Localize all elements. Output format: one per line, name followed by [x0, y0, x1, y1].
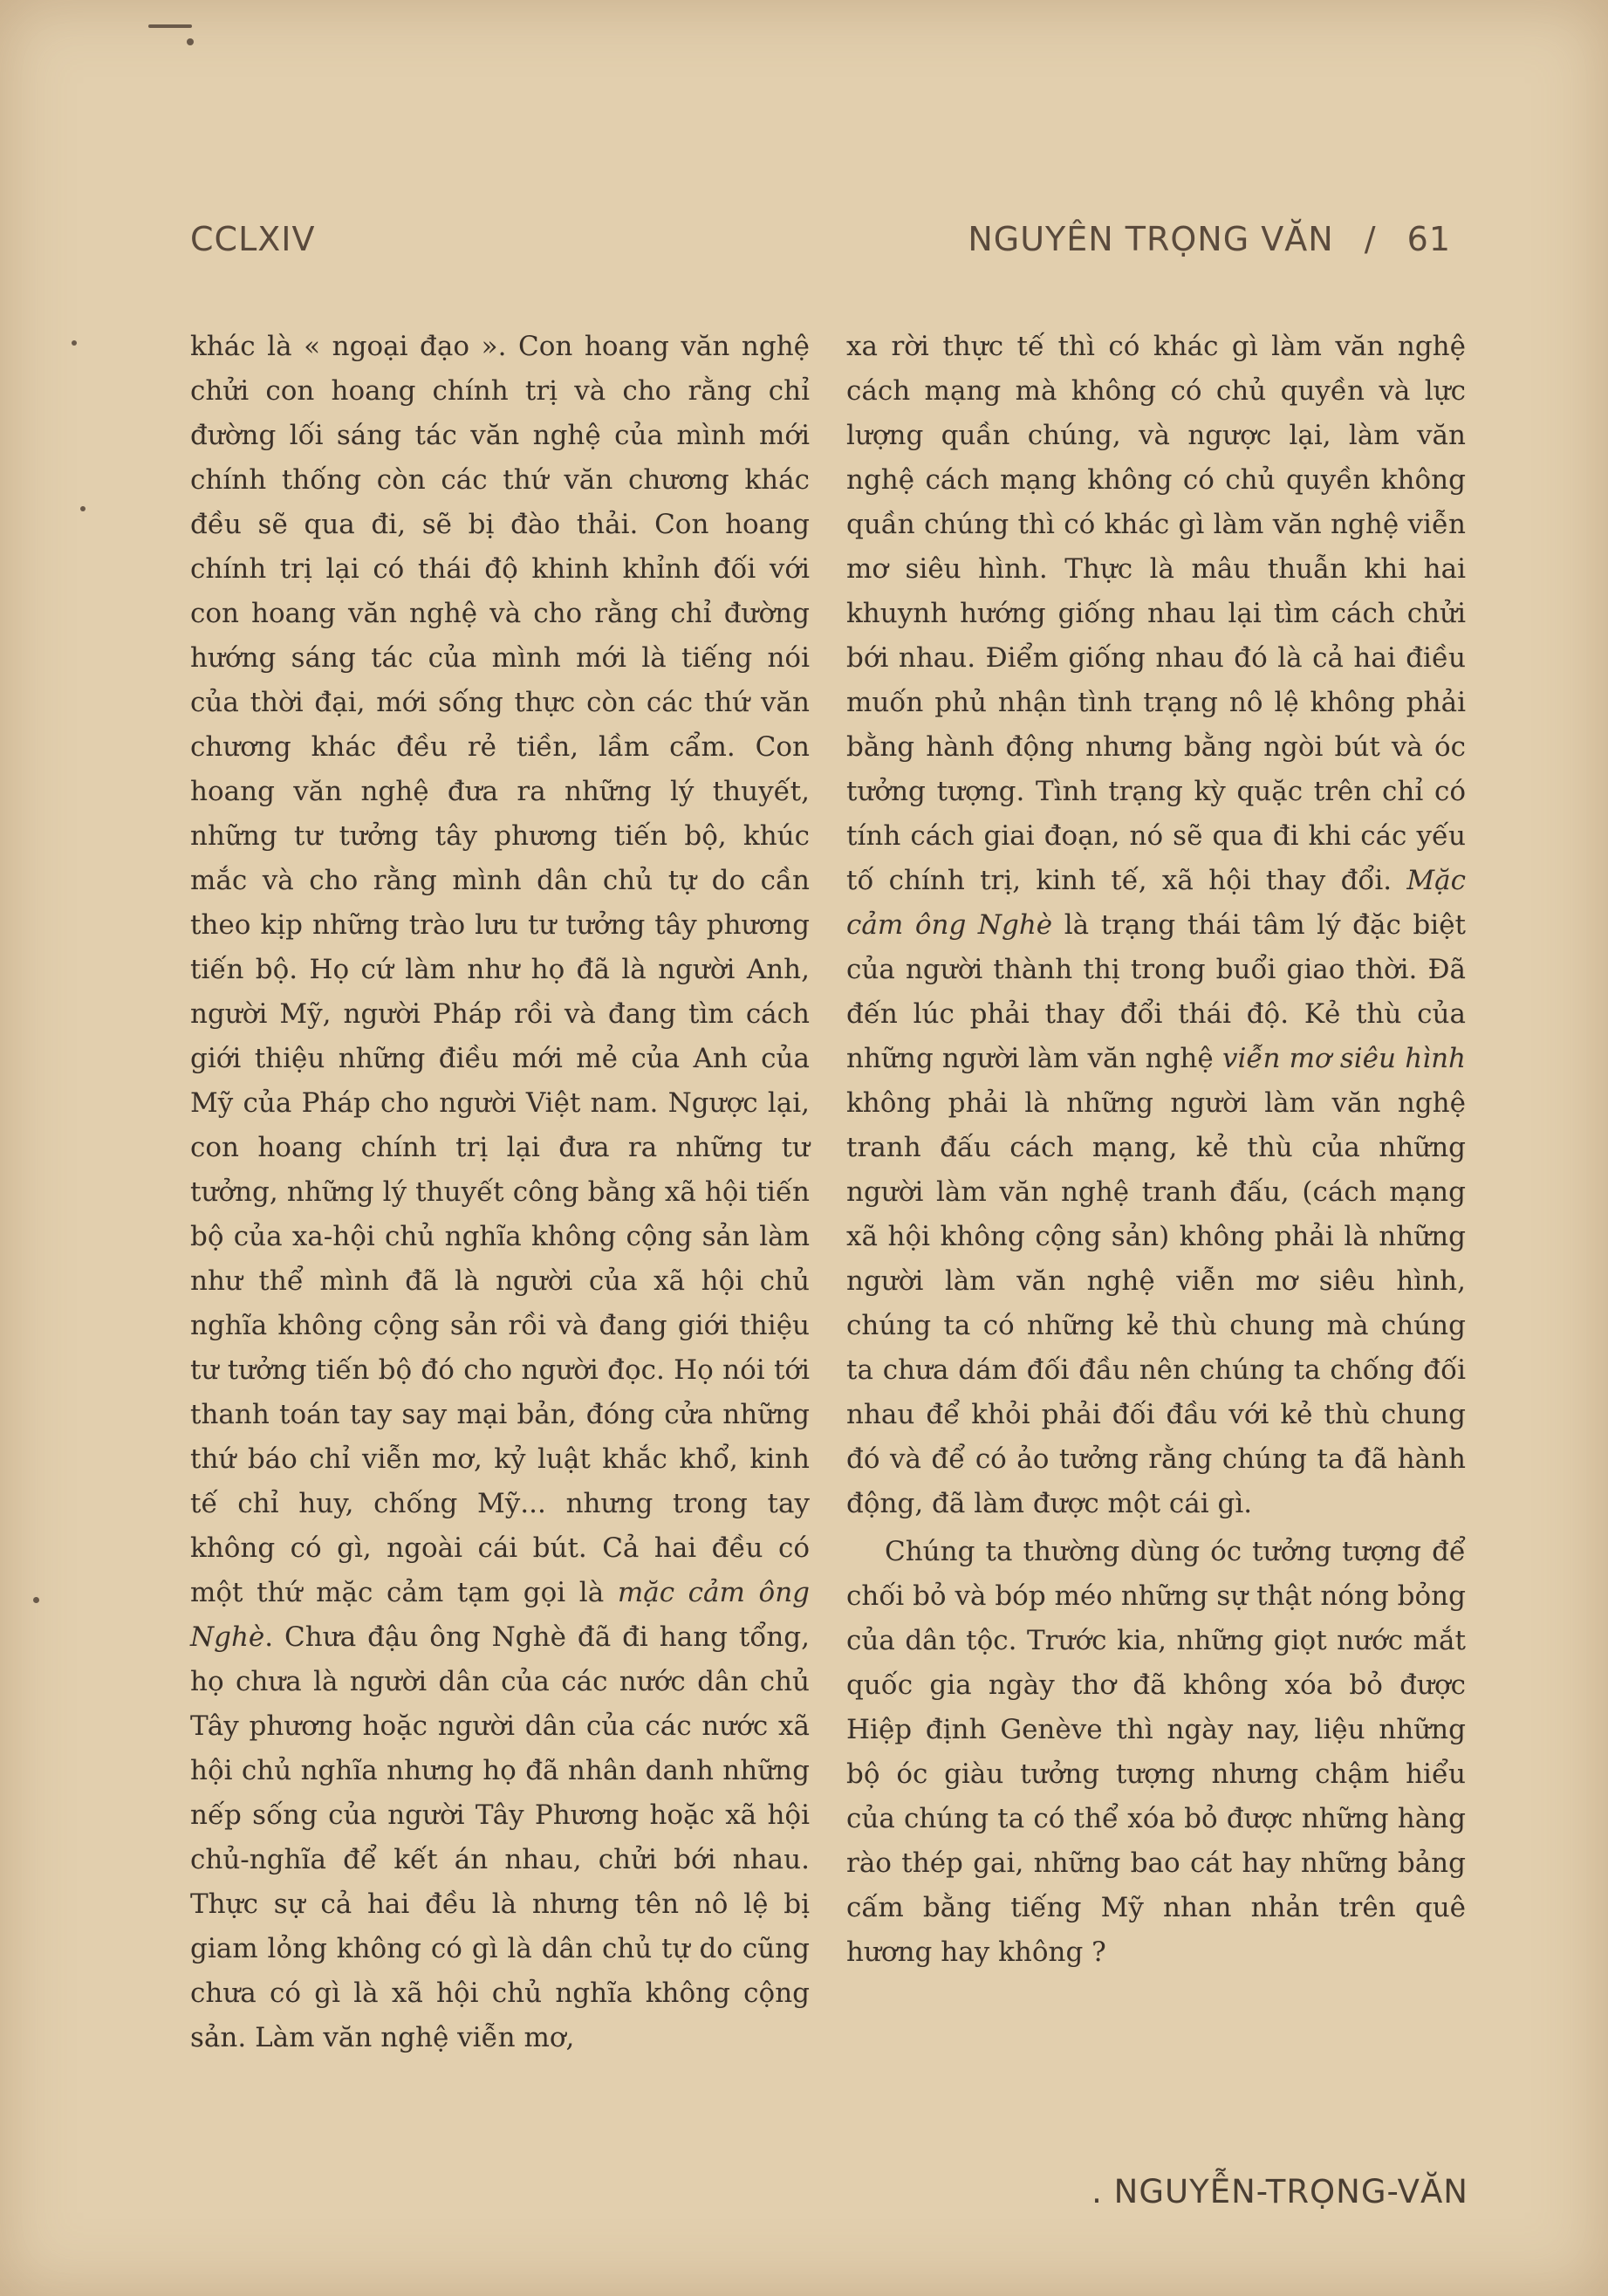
- text-run: xa rời thực tế thì có khác gì làm văn nghệ cách mạng mà không có chủ quyền và lực lượng quần chúng, và ngược lại, làm văn nghệ cách mạng không có chủ quyền không quần chúng thì có khác gì làm văn nghệ viễn mơ siêu hình. Thực là mâu thuẫn khi hai khuynh hướng giống nhau lại tìm cách chửi bới nhau. Điểm giống nhau đó là cả hai điều muốn phủ nhận tình trạng nô lệ không phải bằng hành động nhưng bằng ngòi bút và óc tưởng tượng. Tình trạng kỳ quặc trên chỉ có tính cách giai đoạn, nó sẽ qua đi khi các yếu tố chính trị, kinh tế, xã hội thay đổi.: [846, 331, 1466, 896]
- header-right: [948, 220, 1451, 258]
- paper-blemish: [72, 340, 77, 346]
- text-run: khác là « ngoại đạo ». Con hoang văn nghệ chửi con hoang chính trị và cho rằng chỉ đường lối sáng tác văn nghệ của mình mới chính thống còn các thứ văn chương khác đều sẽ qua đi, sẽ bị đào thải. Con hoang chính trị lại có thái độ khinh khỉnh đối với con hoang văn nghệ và cho rằng chỉ đường hướng sáng tác của mình mới là tiếng nói của thời đại, mới sống thực còn các thứ văn chương khác đều rẻ tiền, lầm cẩm. Con hoang văn nghệ đưa ra những lý thuyết, những tư tưởng tây phương tiến bộ, khúc mắc và cho rằng mình dân chủ tự do cần theo kịp những trào lưu tư tưởng tây phương tiến bộ. Họ cứ làm như họ đã là người Anh, người Mỹ, người Pháp rồi và đang tìm cách giới thiệu những điều mới mẻ của Anh của Mỹ của Pháp cho người Việt nam. Ngược lại, con hoang chính trị lại đưa ra những tư tưởng, những lý thuyết công bằng xã hội tiến bộ của xa-hội chủ nghĩa không cộng sản làm như thể mình đã là người của xã hội chủ nghĩa không cộng sản rồi và đang giới thiệu tư tưởng tiến bộ đó cho người đọc. Họ nói tới thanh toán tay say mại bản, đóng cửa những thứ báo chỉ viễn mơ, kỷ luật khắc khổ, kinh tế chỉ huy, chống Mỹ... nhưng trong tay không có gì, ngoài cái bút. Cả hai đều có một thứ mặc cảm tạm gọi là: [190, 331, 810, 1608]
- italic-phrase: viễn mơ siêu hình: [1221, 1043, 1467, 1074]
- paper-blemish: [33, 1597, 39, 1603]
- paragraph: Chúng ta thường dùng óc tưởng tượng để chối bỏ và bóp méo những sự thật nóng bỏng của dân tộc. Trước kia, những giọt nước mắt quốc gia ngày thơ đã không xóa bỏ được Hiệp định Genève thì ngày nay, liệu những bộ óc giàu tưởng tượng nhưng chậm hiểu của chúng ta có thể xóa bỏ được những hàng rào thép gai, những bao cát hay những bảng cấm bằng tiếng Mỹ nhan nhản trên quê hương hay không ?: [846, 1536, 1466, 1968]
- text-run: . Chưa đậu ông Nghè đã đi hang tổng, họ chưa là người dân của các nước dân chủ Tây phương hoặc người dân của các nước xã hội chủ nghĩa nhưng họ đã nhân danh những nếp sống của người Tây Phương hoặc xã hội chủ-nghĩa để kết án nhau, chửi bới nhau. Thực sự cả hai đều là nhưng tên nô lệ bị giam lỏng không có gì là dân chủ tự do cũng chưa có gì là xã hội chủ nghĩa không cộng sản. Làm văn nghệ viễn mơ,: [190, 1621, 810, 2053]
- paper-blemish: [187, 38, 194, 45]
- italic-phrase: Mặc cảm ông Nghè: [846, 865, 1466, 941]
- header-separator: /: [1364, 220, 1377, 258]
- paragraph: [846, 325, 1466, 1526]
- header-author: NGUYÊN TRỌNG VĂN: [968, 220, 1334, 258]
- text-run: là trạng thái tâm lý đặc biệt của người thành thị trong buổi giao thời. Đã đến lúc phải thay đổi thái độ. Kẻ thù của những người làm văn nghệ: [846, 909, 1466, 1074]
- text-column-left: [190, 325, 810, 2060]
- italic-phrase: mặc cảm ông Nghè: [190, 1577, 811, 1653]
- paper-blemish: [148, 24, 192, 28]
- running-header: [190, 220, 1451, 272]
- paragraph: [190, 325, 810, 2060]
- text-run: không phải là những người làm văn nghệ tranh đấu cách mạng, kẻ thù của những người làm văn nghệ tranh đấu, (cách mạng xã hội không cộng sản) không phải là những người làm văn nghệ viễn mơ siêu hình, chúng ta có những kẻ thù chung mà chúng ta chưa dám đối đầu nên chúng ta chống đối nhau để khỏi phải đối đầu với kẻ thù chung đó và để có ảo tưởng rằng chúng ta đã hành động, đã làm được một cái gì.: [846, 1087, 1466, 1519]
- issue-number: CCLXIV: [190, 220, 316, 258]
- paper-blemish: [80, 506, 86, 511]
- text-column-right: [846, 325, 1466, 1975]
- author-signature: . NGUYỄN-TRỌNG-VĂN: [1091, 2173, 1468, 2210]
- page-number: 61: [1406, 220, 1451, 258]
